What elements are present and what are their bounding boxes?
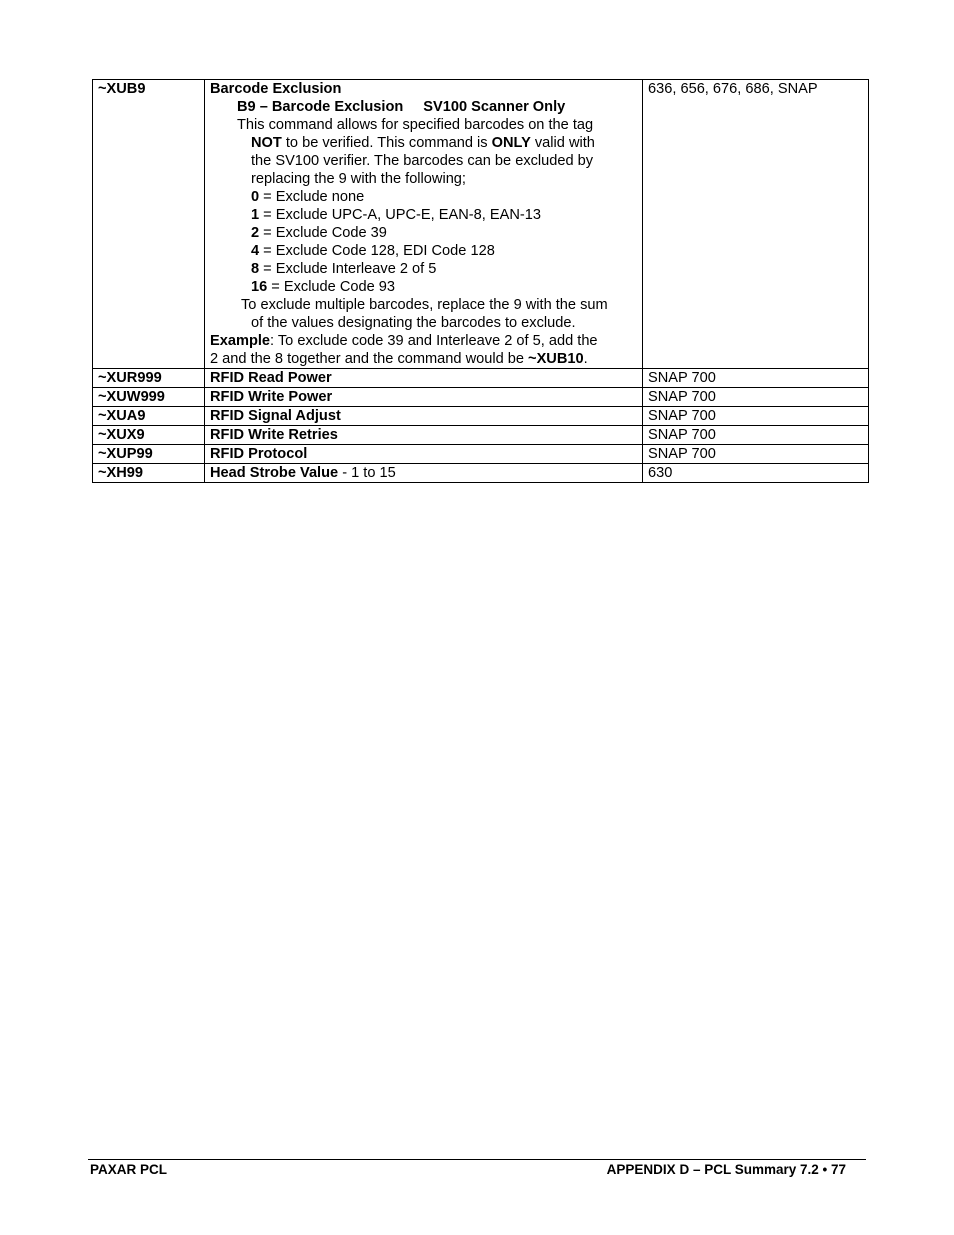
command-code: ~XUA9 <box>93 407 205 426</box>
command-code: ~XUR999 <box>93 369 205 388</box>
option-item: 0 = Exclude none <box>251 189 365 205</box>
command-printers: SNAP 700 <box>643 407 869 426</box>
multi-line: of the values designating the barcodes to exclude. <box>251 315 576 331</box>
command-description: RFID Write Retries <box>205 426 643 445</box>
command-description: Head Strobe Value - 1 to 15 <box>205 464 643 483</box>
table-row <box>93 445 869 464</box>
table-row <box>93 369 869 388</box>
command-printers: 630 <box>643 464 869 483</box>
footer-right: APPENDIX D – PCL Summary 7.2 • 77 <box>606 1162 846 1177</box>
command-printers: SNAP 700 <box>643 426 869 445</box>
command-code: ~XUW999 <box>93 388 205 407</box>
intro-line: This command allows for specified barcodes on the tag <box>237 117 594 133</box>
command-description <box>205 80 643 369</box>
description-subtitle: B9 – Barcode Exclusion SV100 Scanner Only <box>237 99 566 115</box>
command-printers: SNAP 700 <box>643 445 869 464</box>
table-row <box>93 426 869 445</box>
example-line: Example: To exclude code 39 and Interleave 2 of 5, add the <box>210 333 598 349</box>
multi-line: To exclude multiple barcodes, replace the 9 with the sum <box>241 297 608 313</box>
command-printers: SNAP 700 <box>643 369 869 388</box>
table-row <box>93 388 869 407</box>
command-code: ~XUB9 <box>93 80 205 369</box>
option-item: 16 = Exclude Code 93 <box>251 279 396 295</box>
command-code: ~XUP99 <box>93 445 205 464</box>
table-row-xub9 <box>93 80 869 369</box>
command-printers: 636, 656, 676, 686, SNAP <box>643 80 869 369</box>
example-line: 2 and the 8 together and the command would be ~XUB10. <box>210 351 588 367</box>
command-description: RFID Protocol <box>205 445 643 464</box>
intro-line: the SV100 verifier. The barcodes can be excluded by <box>251 153 594 169</box>
footer-divider <box>88 1159 866 1160</box>
table-row <box>93 407 869 426</box>
description-title: Barcode Exclusion <box>210 81 342 97</box>
command-printers: SNAP 700 <box>643 388 869 407</box>
intro-line: NOT to be verified. This command is ONLY valid with <box>251 135 595 151</box>
command-description: RFID Write Power <box>205 388 643 407</box>
command-code: ~XH99 <box>93 464 205 483</box>
command-description: RFID Signal Adjust <box>205 407 643 426</box>
intro-line: replacing the 9 with the following; <box>251 171 466 187</box>
option-item: 1 = Exclude UPC-A, UPC-E, EAN-8, EAN-13 <box>251 207 541 223</box>
command-description: RFID Read Power <box>205 369 643 388</box>
footer-left: PAXAR PCL <box>90 1162 168 1177</box>
option-item: 8 = Exclude Interleave 2 of 5 <box>251 261 437 277</box>
table-row <box>93 464 869 483</box>
option-item: 2 = Exclude Code 39 <box>251 225 387 241</box>
option-item: 4 = Exclude Code 128, EDI Code 128 <box>251 243 495 259</box>
command-table <box>92 79 869 483</box>
command-code: ~XUX9 <box>93 426 205 445</box>
